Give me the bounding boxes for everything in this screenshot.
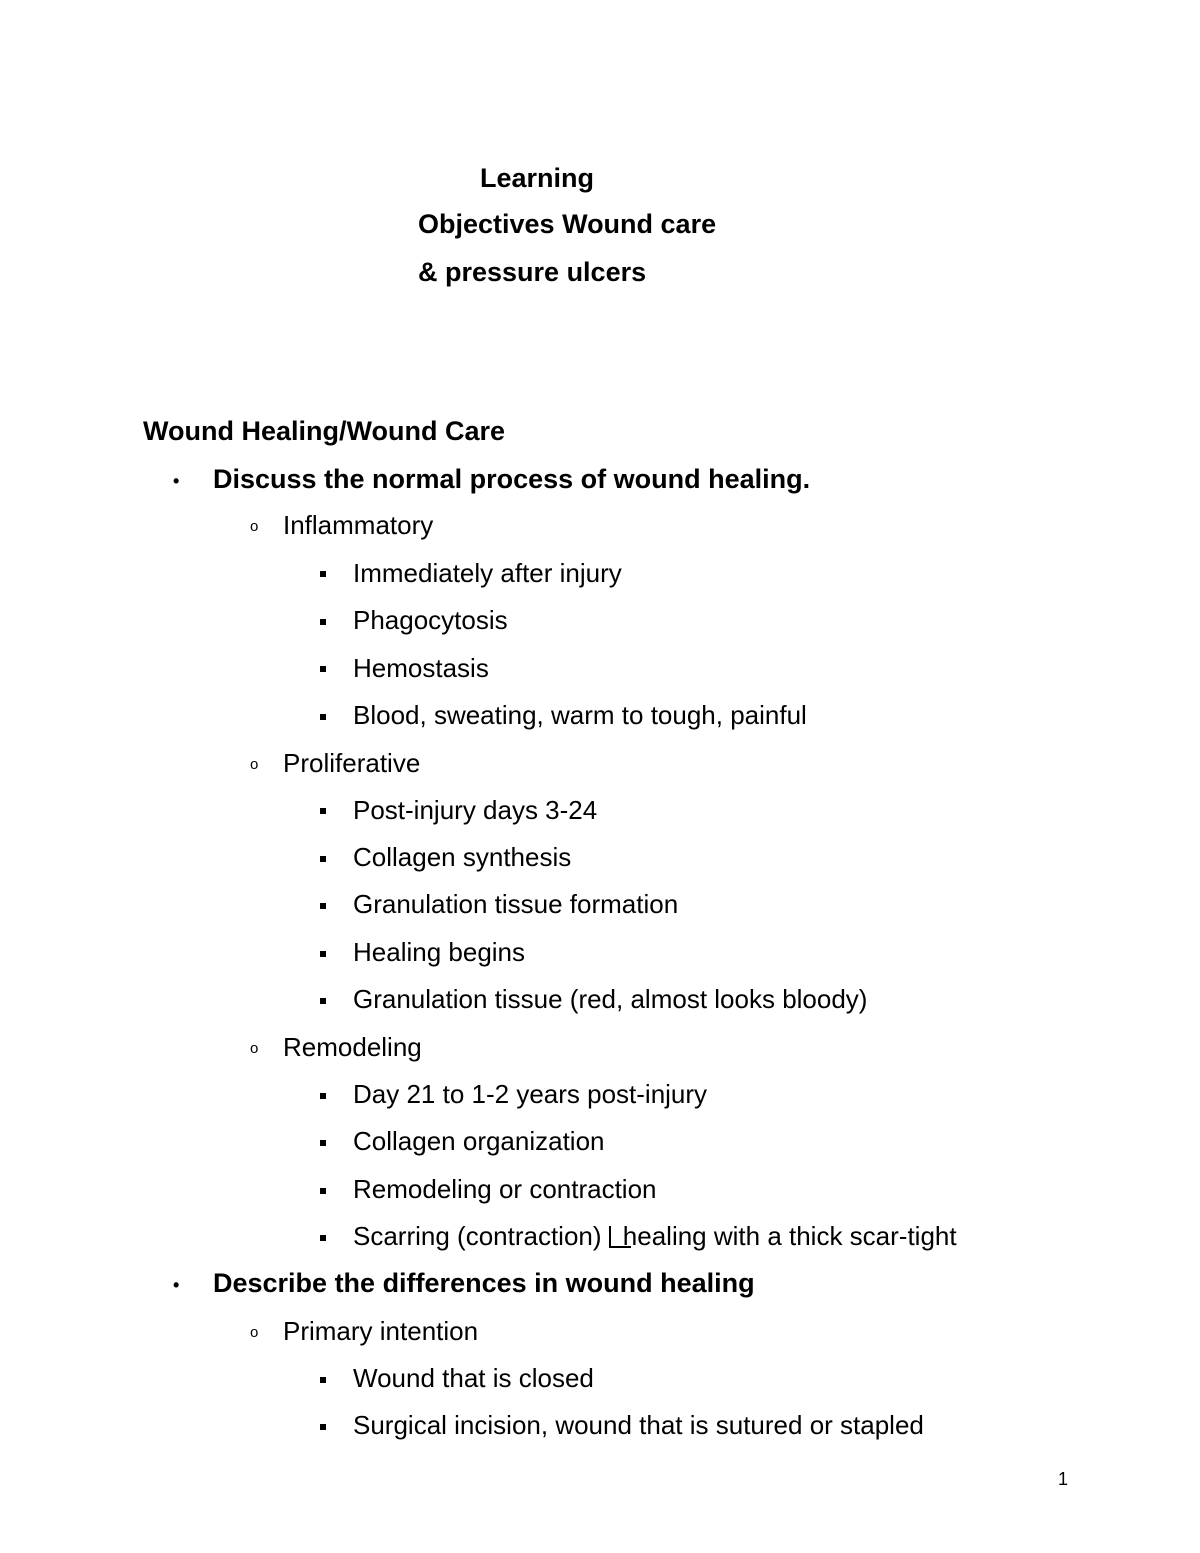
list-item: Granulation tissue formation (353, 889, 679, 919)
square-bullet-icon (320, 808, 326, 814)
list-item: Healing begins (353, 937, 526, 967)
square-bullet-icon (320, 1377, 326, 1383)
list-item: Collagen organization (353, 1126, 605, 1156)
square-bullet-icon (320, 1188, 326, 1194)
list-item: Day 21 to 1-2 years post-injury (353, 1079, 708, 1109)
square-bullet-icon (320, 903, 326, 909)
square-bullet-icon (320, 1235, 326, 1241)
list-item: Remodeling or contraction (353, 1174, 657, 1204)
square-bullet-icon (320, 1140, 326, 1146)
scarring-text: Scarring (contraction) (353, 1221, 602, 1251)
bullet-icon: • (173, 471, 180, 491)
sub-bullet-icon: o (250, 518, 259, 535)
list-item: Phagocytosis (353, 605, 508, 635)
list-item: Granulation tissue (red, almost looks bloody) (353, 984, 868, 1014)
square-bullet-icon (320, 666, 326, 672)
sub-bullet-icon: o (250, 756, 259, 773)
square-bullet-icon (320, 714, 326, 720)
square-bullet-icon (320, 998, 326, 1004)
phase-remodeling: Remodeling (283, 1032, 422, 1062)
sub-bullet-icon: o (250, 1040, 259, 1057)
square-bullet-icon (320, 1424, 326, 1430)
sub-bullet-icon: o (250, 1324, 259, 1341)
scarring-result: healing with a thick scar-tight (622, 1221, 957, 1251)
list-item: Post-injury days 3-24 (353, 795, 598, 825)
section-heading: Wound Healing/Wound Care (143, 416, 505, 446)
list-item: Hemostasis (353, 653, 489, 683)
primary-intention: Primary intention (283, 1316, 479, 1346)
objective-2: Describe the differences in wound healing (213, 1268, 755, 1298)
square-bullet-icon (320, 856, 326, 862)
square-bullet-icon (320, 951, 326, 957)
list-item: Surgical incision, wound that is sutured or stapled (353, 1410, 924, 1440)
list-item: Immediately after injury (353, 558, 622, 588)
phase-proliferative: Proliferative (283, 748, 421, 778)
title-line-2: Objectives Wound care (418, 209, 717, 239)
title-line-3: & pressure ulcers (418, 257, 647, 287)
bullet-icon: • (173, 1275, 180, 1295)
list-item: Blood, sweating, warm to tough, painful (353, 700, 807, 730)
square-bullet-icon (320, 1093, 326, 1099)
page-number: 1 (1058, 1469, 1069, 1489)
phase-inflammatory: Inflammatory (283, 510, 434, 540)
square-bullet-icon (320, 571, 326, 577)
list-item: Wound that is closed (353, 1363, 594, 1393)
list-item: Collagen synthesis (353, 842, 572, 872)
square-bullet-icon (320, 619, 326, 625)
list-item-scarring (353, 1223, 957, 1249)
title-line-1: Learning (480, 163, 595, 193)
objective-1: Discuss the normal process of wound healing. (213, 464, 811, 494)
